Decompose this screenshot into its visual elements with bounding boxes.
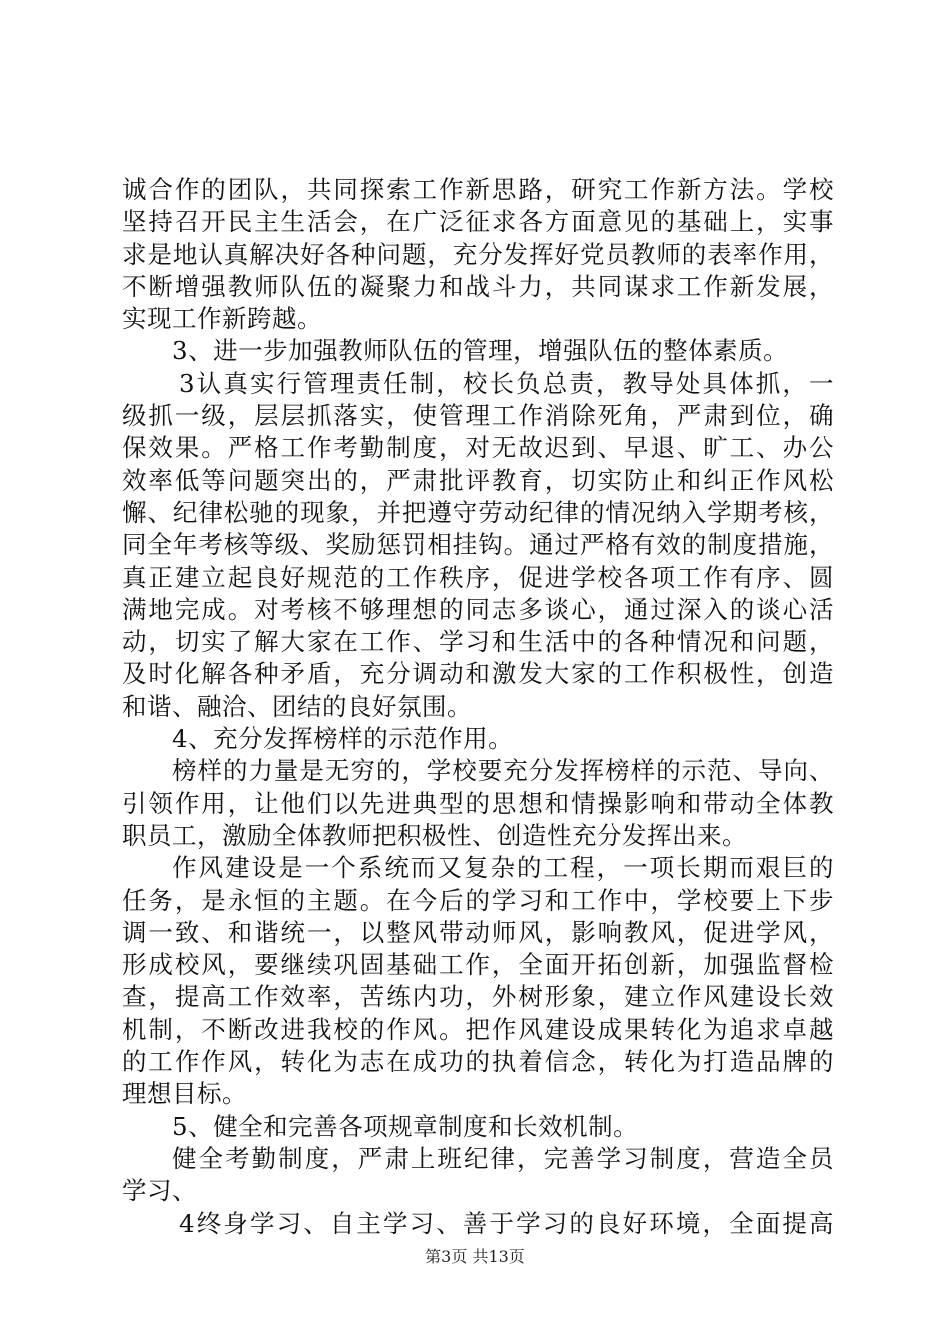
text-line: 实现工作新跨越。 [122, 304, 322, 334]
page-footer [0, 1247, 950, 1267]
text-line: 查，提高工作效率，苦练内功，外树形象，建立作风建设长效 [122, 982, 834, 1012]
text-line: 效率低等问题突出的，严肃批评教育，切实防止和纠正作风松 [122, 465, 834, 495]
text-line: 4终身学习、自主学习、善于学习的良好环境，全面提高 [179, 1208, 834, 1238]
section-heading-5: 5、健全和完善各项规章制度和长效机制。 [172, 1111, 639, 1141]
section-heading-4: 4、充分发挥榜样的示范作用。 [172, 724, 514, 754]
text-line: 同全年考核等级、奖励惩罚相挂钩。通过严格有效的制度措施， [122, 530, 834, 560]
text-line: 调一致、和谐统一，以整风带动师风，影响教风，促进学风， [122, 917, 834, 947]
text-line: 任务，是永恒的主题。在今后的学习和工作中，学校要上下步 [122, 885, 834, 915]
text-line: 动，切实了解大家在工作、学习和生活中的各种情况和问题， [122, 627, 834, 657]
text-line: 满地完成。对考核不够理想的同志多谈心，通过深入的谈心活 [122, 594, 834, 624]
text-line: 形成校风，要继续巩固基础工作，全面开拓创新，加强监督检 [122, 950, 834, 980]
text-line: 级抓一级，层层抓落实，使管理工作消除死角，严肃到位，确 [122, 401, 834, 431]
text-line: 懈、纪律松驰的现象，并把遵守劳动纪律的情况纳入学期考核， [122, 497, 834, 527]
text-line: 坚持召开民主生活会，在广泛征求各方面意见的基础上，实事 [122, 207, 834, 237]
text-line: 求是地认真解决好各种问题，充分发挥好党员教师的表率作用， [122, 239, 834, 269]
text-line: 榜样的力量是无穷的，学校要充分发挥榜样的示范、导向、 [172, 756, 834, 786]
text-line: 理想目标。 [122, 1079, 247, 1109]
text-line: 职员工，激励全体教师把积极性、创造性充分发挥出来。 [122, 820, 747, 850]
page-number: 第3页 共13页 [425, 1247, 525, 1266]
text-line: 作风建设是一个系统而又复杂的工程，一项长期而艰巨的 [172, 853, 834, 883]
text-line: 健全考勤制度，严肃上班纪律，完善学习制度，营造全员 [172, 1143, 834, 1173]
text-line: 真正建立起良好规范的工作秩序，促进学校各项工作有序、圆 [122, 562, 834, 592]
section-heading-3: 3、进一步加强教师队伍的管理，增强队伍的整体素质。 [172, 336, 789, 366]
text-line: 诚合作的团队，共同探索工作新思路，研究工作新方法。学校 [122, 175, 834, 204]
text-line: 机制，不断改进我校的作风。把作风建设成果转化为追求卓越 [122, 1014, 834, 1044]
text-line: 3认真实行管理责任制，校长负总责，教导处具体抓，一 [179, 368, 834, 398]
text-line: 保效果。严格工作考勤制度，对无故迟到、早退、旷工、办公 [122, 433, 834, 463]
text-line: 引领作用，让他们以先进典型的思想和情操影响和带动全体教 [122, 788, 834, 818]
document-body [122, 174, 834, 1240]
text-line: 学习、 [122, 1176, 197, 1206]
text-line: 不断增强教师队伍的凝聚力和战斗力，共同谋求工作新发展， [122, 271, 834, 301]
text-line: 的工作作风，转化为志在成功的执着信念，转化为打造品牌的 [122, 1047, 834, 1077]
text-line: 及时化解各种矛盾，充分调动和激发大家的工作积极性，创造 [122, 659, 834, 689]
text-line: 和谐、融洽、团结的良好氛围。 [122, 691, 472, 721]
